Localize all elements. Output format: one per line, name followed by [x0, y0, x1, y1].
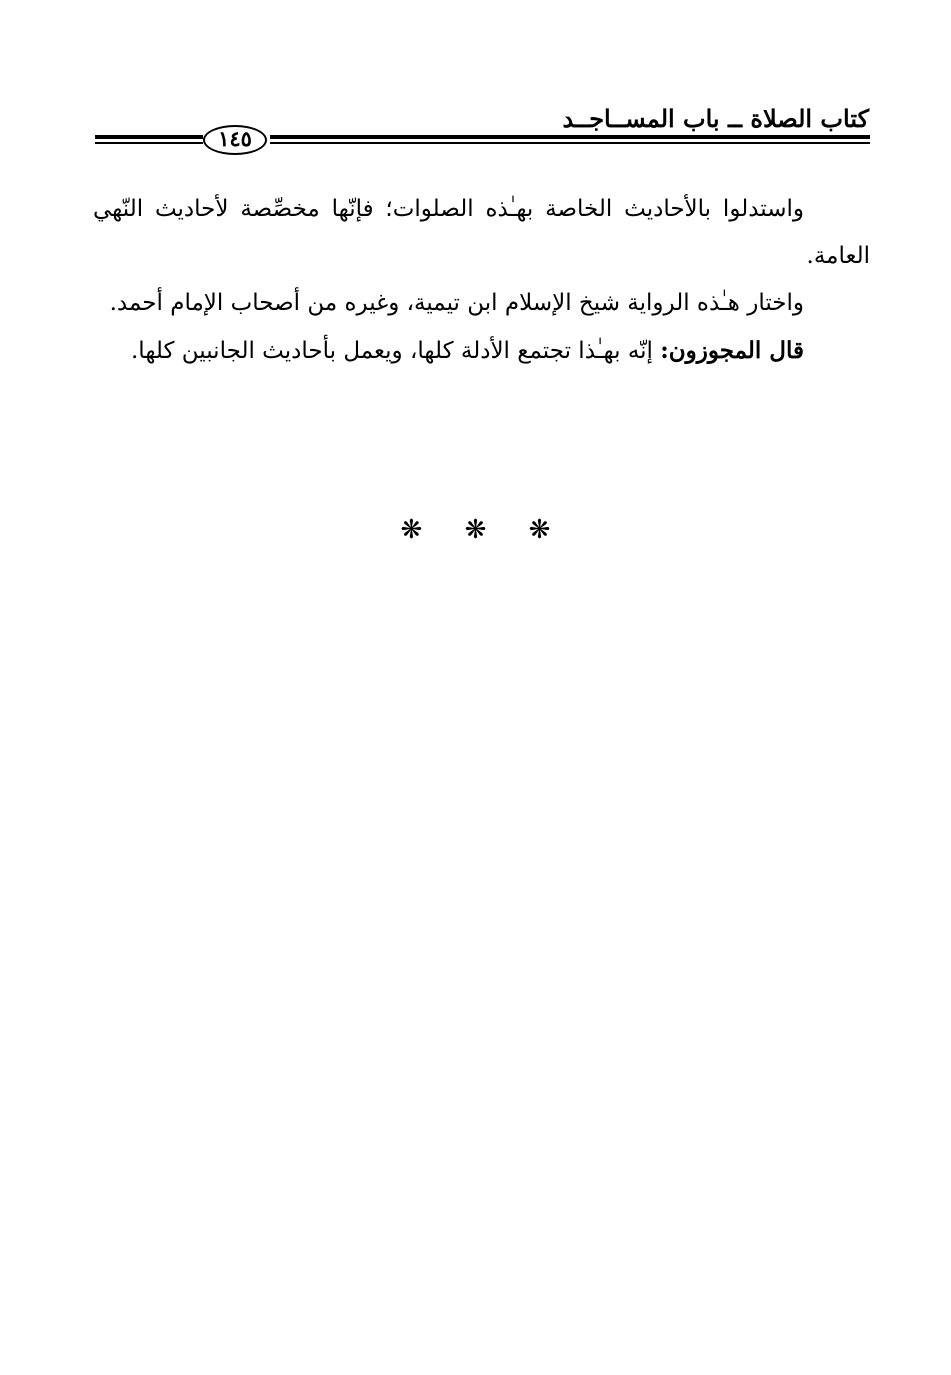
page-number: ١٤٥	[203, 125, 267, 155]
speaker-label: قال المجوزون:	[660, 337, 804, 364]
asterism-icon: ❋	[528, 515, 551, 545]
section-separator	[0, 515, 951, 545]
asterism-icon: ❋	[400, 515, 423, 545]
paragraph-1: واستدلوا بالأحاديث الخاصة بهـٰذه الصلوات؛ فإنّها مخصِّصة لأحاديث النّهي العامة.	[93, 196, 870, 269]
asterism-icon: ❋	[464, 515, 487, 545]
paragraph-3	[93, 327, 870, 375]
paragraph-2: واختار هـٰذه الرواية شيخ الإسلام ابن تيمية، وغيره من أصحاب الإمام أحمد.	[109, 290, 804, 316]
header-rule-right	[270, 135, 870, 147]
header-rule-thin-line	[95, 142, 203, 144]
header-rule-left	[95, 135, 203, 147]
paragraph-3-text: إنّه بهـٰذا تجتمع الأدلة كلها، ويعمل بأحاديث الجانبين كلها.	[131, 338, 661, 364]
body-text	[93, 186, 870, 375]
running-head-title: كتاب الصلاة ــ باب المســاجــد	[562, 104, 869, 133]
header-rule-thick-line	[270, 135, 870, 139]
header-rule-thick-line	[95, 135, 203, 139]
header-rule-thin-line	[270, 142, 870, 144]
